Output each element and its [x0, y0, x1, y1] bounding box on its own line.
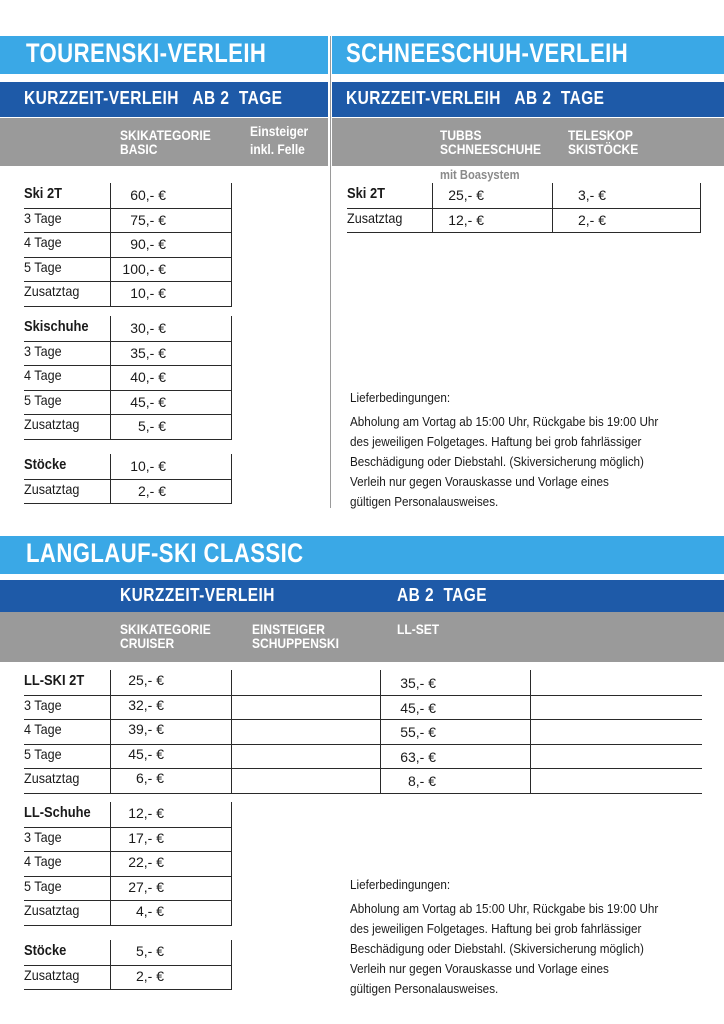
- row-line: [24, 306, 232, 307]
- row-label: Zusatztag: [24, 416, 80, 432]
- tourenski-col2-header: [250, 124, 308, 156]
- col-header-line: EINSTEIGER: [252, 621, 325, 637]
- col-header-line: SKIKATEGORIE: [120, 127, 211, 143]
- row-label: Skischuhe: [24, 318, 89, 335]
- col-header-line: SCHUPPENSKI: [252, 635, 339, 651]
- column-divider: [110, 316, 111, 439]
- row-label: Ski 2T: [347, 185, 386, 202]
- row-line: [24, 876, 232, 877]
- row-label: 4 Tage: [24, 367, 62, 383]
- row-line: [24, 744, 702, 745]
- row-line: [24, 208, 232, 209]
- price-value: 2,- €: [135, 967, 164, 984]
- row-label: Ski 2T: [24, 185, 63, 202]
- price-value: 75,- €: [130, 211, 166, 228]
- col-header-line: SKISTÖCKE: [568, 141, 639, 157]
- col-header-line: SCHNEESCHUHE: [440, 141, 542, 157]
- row-label: LL-SKI 2T: [24, 672, 85, 689]
- price-value: 35,- €: [400, 675, 436, 691]
- row-line: [24, 281, 232, 282]
- price-value: 3,- €: [577, 187, 606, 203]
- price-value: 25,- €: [128, 672, 164, 688]
- row-line: [24, 719, 702, 720]
- row-line: [24, 439, 232, 440]
- column-divider: [231, 802, 232, 925]
- row-line: [24, 851, 232, 852]
- row-label: Zusatztag: [24, 966, 80, 983]
- row-label: 5 Tage: [24, 258, 62, 275]
- terms-line: Verleih nur gegen Vorauskasse und Vorlage eines: [350, 474, 609, 489]
- langlauf-subtitle-band: [0, 580, 724, 612]
- row-line: [24, 695, 702, 696]
- price-value: 25,- €: [448, 187, 484, 203]
- row-label: 3 Tage: [24, 696, 62, 713]
- top-divider: [330, 36, 331, 508]
- price-value: 27,- €: [128, 878, 164, 895]
- price-value: 5,- €: [135, 943, 164, 959]
- row-line: [347, 208, 701, 209]
- row-label: Zusatztag: [24, 770, 80, 786]
- price-value: 8,- €: [407, 773, 436, 789]
- price-value: 45,- €: [130, 393, 166, 410]
- schneeschuh-col1-note: mit Boasystem: [440, 167, 520, 182]
- row-line: [24, 793, 702, 794]
- col-header-line: TUBBS: [440, 127, 482, 143]
- column-divider: [231, 183, 232, 306]
- schneeschuh-col2-header: [568, 128, 638, 156]
- terms-title: Lieferbedingungen:: [350, 877, 451, 892]
- langlauf-terms: [350, 875, 693, 999]
- schneeschuh-title: SCHNEESCHUH-VERLEIH: [346, 38, 629, 68]
- row-label: 5 Tage: [24, 391, 62, 408]
- row-line: [24, 414, 232, 415]
- price-value: 45,- €: [400, 699, 436, 716]
- terms-line: Abholung am Vortag ab 15:00 Uhr, Rückgabe bis 19:00 Uhr: [350, 414, 659, 429]
- column-divider: [231, 316, 232, 439]
- terms-line: Beschädigung oder Diebstahl. (Skiversicherung möglich): [350, 454, 644, 469]
- column-divider: [380, 670, 381, 793]
- price-value: 2,- €: [137, 482, 166, 499]
- langlauf-title: LANGLAUF-SKI CLASSIC: [26, 538, 304, 568]
- price-value: 90,- €: [130, 236, 166, 252]
- terms-line: gültigen Personalausweises.: [350, 494, 499, 509]
- column-divider: [231, 670, 232, 793]
- price-value: 39,- €: [128, 721, 164, 737]
- price-value: 2,- €: [577, 211, 606, 228]
- row-line: [24, 925, 232, 926]
- langlauf-col2-header: [252, 622, 339, 650]
- row-label: 3 Tage: [24, 209, 62, 226]
- row-line: [24, 365, 232, 366]
- tourenski-subtitle: KURZZEIT-VERLEIH AB 2 TAGE: [24, 88, 283, 108]
- row-label: Stöcke: [24, 942, 67, 959]
- price-value: 12,- €: [128, 805, 164, 821]
- price-value: 40,- €: [130, 369, 166, 385]
- schneeschuh-subtitle: KURZZEIT-VERLEIH AB 2 TAGE: [346, 88, 605, 108]
- column-divider: [110, 183, 111, 306]
- column-divider: [110, 802, 111, 925]
- row-line: [24, 341, 232, 342]
- terms-line: Beschädigung oder Diebstahl. (Skiversicherung möglich): [350, 941, 644, 956]
- row-label: Zusatztag: [24, 480, 80, 497]
- price-value: 35,- €: [130, 344, 166, 361]
- row-label: 4 Tage: [24, 853, 62, 869]
- row-line: [24, 232, 232, 233]
- price-value: 10,- €: [130, 458, 166, 474]
- col-header-line: TELESKOP: [568, 127, 633, 143]
- price-value: 17,- €: [128, 829, 164, 846]
- terms-line: Abholung am Vortag ab 15:00 Uhr, Rückgabe bis 19:00 Uhr: [350, 901, 659, 916]
- row-line: [24, 479, 232, 480]
- row-label: 4 Tage: [24, 721, 62, 737]
- row-line: [24, 827, 232, 828]
- terms-line: des jeweiligen Folgetages. Haftung bei grob fahrlässiger: [350, 921, 642, 936]
- price-value: 10,- €: [130, 285, 166, 301]
- langlauf-subtitle-1: KURZZEIT-VERLEIH: [120, 585, 275, 605]
- row-label: 3 Tage: [24, 828, 62, 845]
- row-label: LL-Schuhe: [24, 804, 91, 821]
- price-value: 63,- €: [400, 748, 436, 765]
- col-header-line: CRUISER: [120, 635, 175, 651]
- langlauf-subtitle-2: AB 2 TAGE: [397, 585, 488, 605]
- row-line: [24, 768, 702, 769]
- price-value: 6,- €: [135, 770, 164, 786]
- col-header-line: BASIC: [120, 141, 158, 157]
- price-value: 4,- €: [135, 903, 164, 919]
- row-label: 5 Tage: [24, 877, 62, 894]
- row-line: [24, 900, 232, 901]
- column-divider: [530, 670, 531, 793]
- column-divider: [110, 670, 111, 793]
- langlauf-col1-header: [120, 622, 211, 650]
- price-value: 45,- €: [128, 745, 164, 762]
- row-label: Stöcke: [24, 456, 67, 473]
- row-label: 4 Tage: [24, 234, 62, 250]
- price-value: 100,- €: [122, 260, 166, 277]
- col-header-line: SKIKATEGORIE: [120, 621, 211, 637]
- row-label: Zusatztag: [347, 209, 403, 226]
- row-line: [24, 503, 232, 504]
- langlauf-header-band: [0, 612, 724, 662]
- langlauf-col3-header: [397, 622, 439, 636]
- price-value: 60,- €: [130, 187, 166, 203]
- terms-line: gültigen Personalausweises.: [350, 981, 499, 996]
- col-header-line: Einsteiger: [250, 123, 309, 139]
- row-line: [347, 232, 701, 233]
- price-value: 5,- €: [137, 418, 166, 434]
- terms-title: Lieferbedingungen:: [350, 390, 451, 405]
- terms-line: Verleih nur gegen Vorauskasse und Vorlage eines: [350, 961, 609, 976]
- row-label: Zusatztag: [24, 283, 80, 299]
- row-line: [24, 965, 232, 966]
- row-line: [24, 257, 232, 258]
- price-value: 32,- €: [128, 696, 164, 713]
- tourenski-col1-header: [120, 128, 211, 156]
- schneeschuh-terms: [350, 388, 693, 512]
- terms-line: des jeweiligen Folgetages. Haftung bei grob fahrlässiger: [350, 434, 642, 449]
- col-header-line: inkl. Felle: [250, 141, 305, 157]
- price-value: 30,- €: [130, 320, 166, 336]
- price-value: 55,- €: [400, 724, 436, 740]
- price-value: 12,- €: [448, 211, 484, 228]
- schneeschuh-col1-header: [440, 128, 541, 156]
- row-label: Zusatztag: [24, 902, 80, 918]
- price-value: 22,- €: [128, 854, 164, 870]
- col-header-line: LL-SET: [397, 621, 440, 637]
- row-label: 5 Tage: [24, 745, 62, 762]
- tourenski-title: TOURENSKI-VERLEIH: [26, 38, 267, 68]
- row-line: [24, 989, 232, 990]
- row-line: [24, 390, 232, 391]
- row-label: 3 Tage: [24, 342, 62, 359]
